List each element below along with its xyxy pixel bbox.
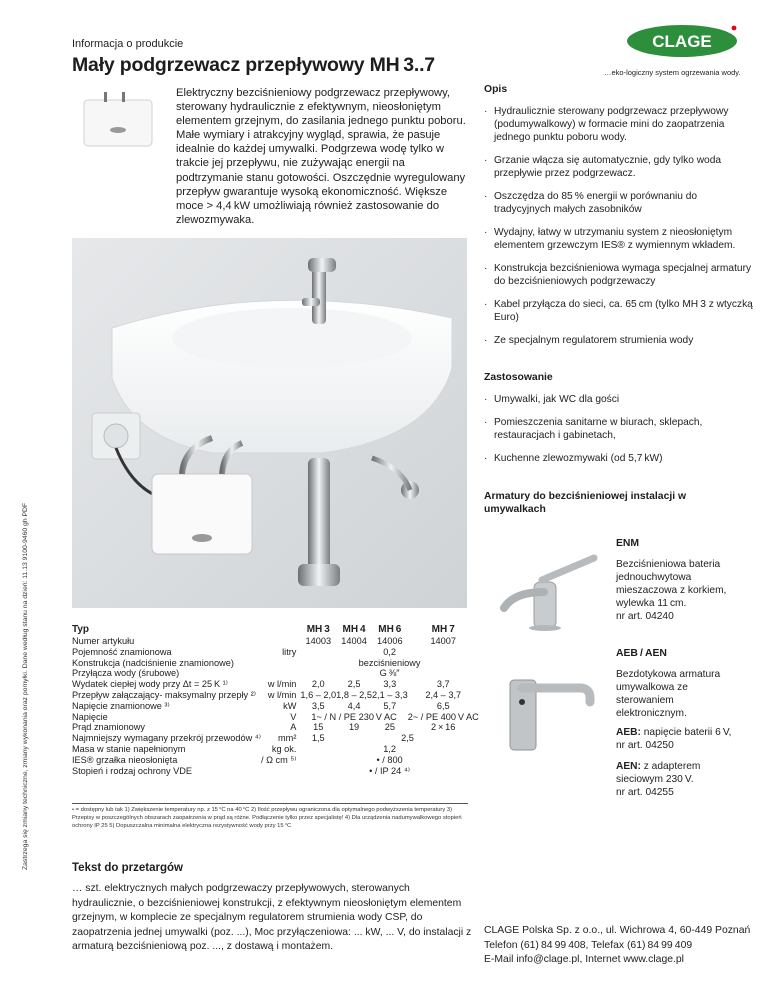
row-label: Masa w stanie napełnionym	[72, 743, 186, 754]
cell: G ⅜″	[379, 668, 400, 679]
row-label: Prąd znamionowy	[72, 722, 146, 733]
row-unit: V	[290, 711, 297, 722]
cell: 2,5	[347, 679, 361, 690]
address-contact: E-Mail info@clage.pl, Internet www.clage.pl	[484, 954, 684, 965]
table-row	[72, 733, 479, 744]
cell: 0,2	[383, 646, 396, 657]
aeb-desc-text: Bezdotykowa armatura umywalkowa ze sterowaniem elektronicznym.	[616, 669, 721, 719]
aeb-text: napięcie baterii 6 V,	[643, 727, 732, 738]
zastosowanie-item: · Umywalki, jak WC dla gości	[484, 393, 754, 406]
address-line: CLAGE Polska Sp. z o.o., ul. Wichrowa 4, 60-449 Poznań	[484, 925, 751, 936]
cell: 1~ / N / PE 230 V AC	[311, 711, 397, 722]
cell: 5,7	[383, 700, 397, 711]
cell: • / IP 24 ⁴⁾	[369, 765, 411, 776]
spec-col-typ: Typ	[72, 623, 90, 635]
lead-paragraph: Elektryczny bezciśnieniowy podgrzewacz przepływowy, sterowany hydraulicznie z efektywnym, nieosłoniętym elementem grzejnym, do zasilania jednego punktu poboru. Małe wymiary i atrakcyjny wygląd, sprawia, że pasuje idealnie do każdej umywalki. Podgrzewa wodę tylko w trakcie jej przepływu, nie zużywając energii na podtrzymanie stanu gotowości. Oszczędnie wyregulowany przepływ gwarantuje wysoką ekonomiczność. Większe moce > 4,4 kW umożliwiają również zastosowanie do zlewozmywaka.	[176, 87, 466, 226]
row-label: Numer artykułu	[72, 636, 135, 646]
row-unit: litry	[282, 646, 297, 657]
row-unit	[261, 766, 300, 777]
aeb-aen-description	[616, 668, 746, 799]
company-address	[484, 924, 754, 968]
table-row	[72, 658, 479, 669]
aeb-aen-title: AEB / AEN	[616, 648, 667, 659]
product-thumbnail	[78, 90, 158, 150]
cell: 1,6 – 2,0	[300, 689, 337, 700]
cell: 14006	[377, 636, 403, 646]
table-row	[72, 701, 479, 712]
table-row	[72, 722, 479, 733]
opis-item: · Oszczędza do 85 % energii w porównaniu do tradycyjnych małych zasobników	[484, 190, 754, 216]
spec-table	[72, 624, 479, 776]
opis-item: · Wydajny, łatwy w utrzymaniu system z nieosłoniętym elementem grzewczym IES® z wymiennym wkładem.	[484, 226, 754, 252]
cell: 2~ / PE 400 V AC	[407, 711, 479, 722]
cell: 14007	[430, 636, 456, 646]
zastosowanie-heading: Zastosowanie	[484, 372, 553, 383]
cell: 1,2	[383, 743, 396, 754]
cell: 14004	[341, 636, 367, 646]
aeb-article-number: nr art. 04250	[616, 740, 674, 751]
cell: 2,0	[311, 679, 325, 690]
opis-heading: Opis	[484, 84, 508, 95]
row-unit: kW	[283, 700, 297, 711]
aeb-label: AEB:	[616, 727, 641, 738]
opis-item: · Kabel przyłącza do sieci, ca. 65 cm (tylko MH 3 z wtyczką Euro)	[484, 298, 754, 324]
spec-col-mh7: MH 7	[431, 623, 455, 635]
logo-text: CLAGE	[652, 32, 712, 51]
armatury-heading: Armatury do bezciśnieniowej instalacji w umywalkach	[484, 491, 687, 515]
clage-logo	[626, 24, 738, 58]
zastosowanie-section	[484, 372, 754, 465]
row-label: Pojemność znamionowa	[72, 646, 172, 657]
row-label: Napięcie	[72, 711, 108, 722]
cell: 2,5	[401, 733, 414, 744]
enm-article-number: nr art. 04240	[616, 611, 674, 622]
row-label: Najmniejszy wymagany przekrój przewodów ⁴⁾	[72, 733, 261, 744]
cell: 2,4 – 3,7	[425, 689, 462, 700]
tender-heading: Tekst do przetargów	[72, 862, 183, 874]
row-unit	[261, 658, 300, 669]
aeb-faucet-image	[500, 672, 600, 754]
table-divider	[72, 803, 468, 804]
cell: 3,3	[383, 679, 397, 690]
cell: 15	[313, 722, 324, 733]
row-label: Napięcie znamionowe ³⁾	[72, 700, 170, 711]
cell: 19	[348, 722, 360, 733]
enm-faucet-image	[494, 552, 600, 632]
spec-col-mh3: MH 3	[306, 623, 330, 635]
cell: 6,5	[436, 700, 450, 711]
row-label: Konstrukcja (nadciśnienie znamionowe)	[72, 657, 234, 668]
row-label: Przyłącza wody (śrubowe)	[72, 668, 180, 679]
row-unit	[261, 636, 300, 647]
row-label: Przepływ załączający- maksymalny przepły ²⁾	[72, 689, 257, 700]
row-unit: w l/min	[267, 679, 297, 690]
table-row	[72, 690, 479, 701]
table-row	[72, 755, 479, 766]
cell: • / 800	[376, 754, 403, 765]
cell: 25	[384, 722, 395, 733]
aen-article-number: nr art. 04255	[616, 787, 674, 798]
cell: 3,7	[436, 679, 450, 690]
table-row	[72, 668, 479, 679]
aen-label: AEN:	[616, 761, 641, 772]
zastosowanie-item: · Pomieszczenia sanitarne w biurach, sklepach, restauracjach i gabinetach,	[484, 416, 754, 442]
cell: 1,5	[311, 733, 325, 744]
table-row	[72, 679, 479, 690]
aeb-line	[616, 726, 746, 739]
spec-col-mh6: MH 6	[378, 623, 402, 635]
enm-title: ENM	[616, 538, 640, 549]
page-title: Mały podgrzewacz przepływowy MH 3..7	[72, 54, 435, 76]
cell: 2,1 – 3,3	[371, 689, 408, 700]
row-unit	[261, 668, 300, 679]
opis-section	[484, 84, 754, 347]
logo-tagline: …eko-logiczny system ogrzewania wody.	[604, 68, 741, 77]
table-footnotes: • = dostępny lub tak 1) Zwiększenie temperatury np. z 15 °C na 40 °C 2) Ilość przepływu ograniczona dla optymalnego podwyższenia temperatury 3) Przepisy w poszczególnych obszarach zaopatrzenia w prąd są różne. Podłączenie tylko przez specjalistę! 4) Dla urządzenia nadumywalkowego stopień ochrony IP 25 5) Dopuszczalna minimalna elektryczna rezystywność wody przy 15 °C	[72, 807, 462, 829]
opis-item: · Hydraulicznie sterowany podgrzewacz przepływowy (podumywalkowy) w formacie mini do zaopatrzenia jednego punktu poboru wody.	[484, 105, 754, 144]
table-row	[72, 647, 479, 658]
zastosowanie-item: · Kuchenne zlewozmywaki (od 5,7 kW)	[484, 452, 754, 465]
enm-desc-text: Bezciśnieniowa bateria jednouchwytowa mieszaczowa z korkiem, wylewka 11 cm.	[616, 559, 727, 609]
row-unit: w l/min	[267, 689, 297, 700]
row-unit: A	[290, 722, 297, 733]
tender-text: … szt. elektrycznych małych podgrzewaczy przepływowych, sterowanych hydraulicznie, o bezciśnieniowej konstrukcji, z efektywnym nieosłoniętym elementem grzejnym, w komplecie ze specjalnym regulatorem strumienia wody CSP, do zaopatrzenia jednej umywalki (poz. ...), Moc przyłączeniowa: ... kW, ... V, do instalacji z armaturą bezciśnieniową poz. ..., z dostawą i montażem.	[72, 883, 472, 952]
table-row	[72, 712, 479, 723]
table-row	[72, 766, 479, 777]
side-note: Zastrzega się zmiany techniczne, zmiany wykonania oraz pomyłki. Dane według stanu na dzień: 11.13 9100-9460 gh PDF	[22, 502, 29, 870]
cell: 3,5	[311, 700, 325, 711]
cell: bezciśnieniowy	[358, 657, 421, 668]
opis-item: · Ze specjalnym regulatorem strumienia wody	[484, 334, 754, 347]
row-unit: mm²	[278, 733, 297, 744]
table-row	[72, 744, 479, 755]
address-phone: Telefon (61) 84 99 408, Telefax (61) 84 99 409	[484, 939, 693, 951]
enm-description	[616, 558, 746, 623]
aen-line	[616, 760, 746, 786]
row-label: IES® grzałka nieosłonięta	[72, 754, 178, 765]
row-unit: / Ω cm ⁵⁾	[261, 754, 297, 765]
opis-item: · Grzanie włącza się automatycznie, gdy tylko woda przepływie przez podgrzewacz.	[484, 154, 754, 180]
opis-item: · Konstrukcja bezciśnieniowa wymaga specjalnej armatury do bezciśnieniowych podgrzewaczy	[484, 262, 754, 288]
installation-photo	[72, 238, 467, 608]
cell: 14003	[305, 636, 332, 646]
cell: 2 × 16	[431, 722, 456, 733]
row-label: Wydatek ciepłej wody przy Δt = 25 K ¹⁾	[72, 679, 228, 690]
aen-text: z adapterem sieciowym 230 V.	[616, 761, 701, 785]
section-label: Informacja o produkcie	[72, 38, 184, 50]
cell: 4,4	[347, 700, 361, 711]
row-unit: kg ok.	[271, 743, 297, 754]
row-label: Stopień i rodzaj ochrony VDE	[72, 765, 193, 776]
table-row	[72, 636, 479, 647]
cell: 1,8 – 2,5	[336, 689, 372, 700]
spec-header-row	[72, 624, 479, 636]
spec-col-mh4: MH 4	[342, 623, 366, 635]
